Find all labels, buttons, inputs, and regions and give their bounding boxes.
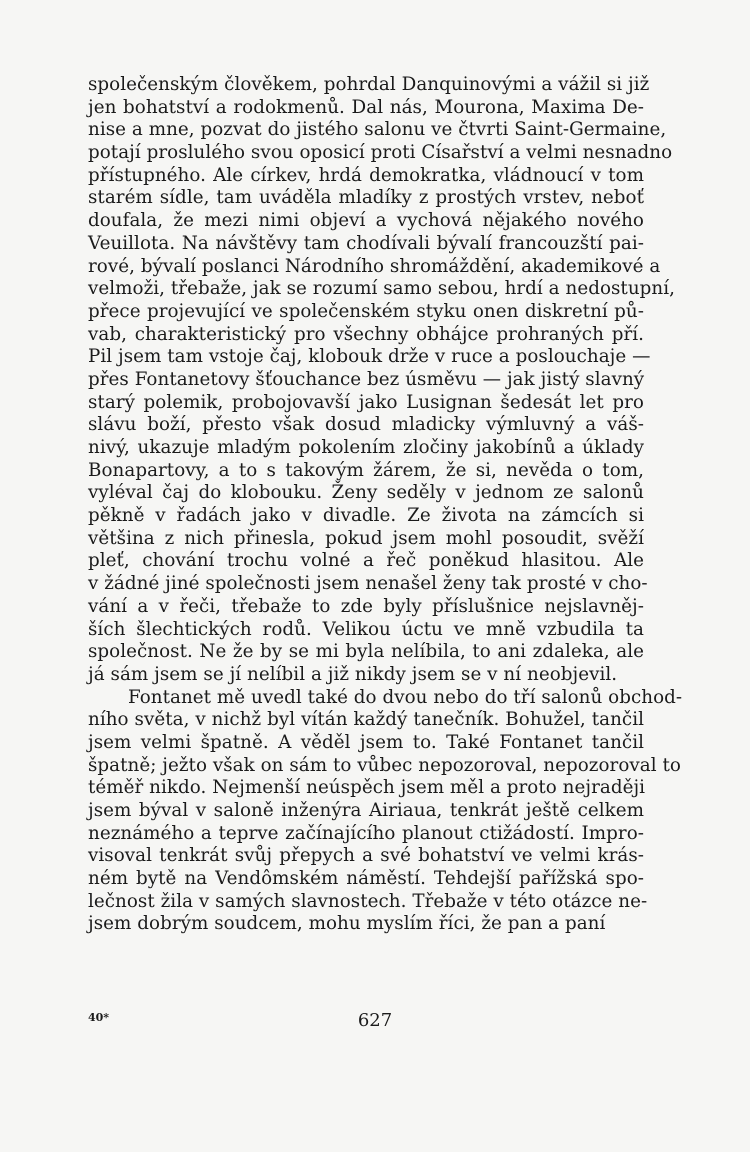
text-line: rové, bývalí poslanci Národního shromáždění, akademikové a [88, 255, 661, 277]
text-line: jsem býval v saloně inženýra Airiaua, tenkrát ještě celkem [88, 800, 644, 821]
text-line: téměř nikdo. Nejmenší neúspěch jsem měl a proto nejraději [88, 777, 646, 799]
text-line: společenským člověkem, pohrdal Danquinovými a vážil si již [88, 74, 650, 95]
text-line: ném bytě na Vendômském náměstí. Tehdejší pařížská spo- [88, 868, 644, 890]
text-line: já sám jsem se jí nelíbil a již nikdy jsem se v ní neobjevil. [88, 663, 618, 685]
text-line: slávu boží, přesto však dosud mladicky výmluvný a váš- [88, 414, 644, 436]
paragraph-1 [88, 74, 675, 687]
text-line: jsem dobrým soudcem, mohu myslím říci, že pan a paní [88, 913, 606, 935]
text-line: přece projevující ve společenském styku onen diskretní pů- [88, 300, 644, 322]
text-line: vab, charakteristický pro všechny obhájce prohraných pří. [88, 323, 644, 345]
text-line: společnost. Ne že by se mi byla nelíbila, to ani zdaleka, ale [88, 641, 644, 663]
text-line: lečnost žila v samých slavnostech. Třebaže v této otázce ne- [88, 890, 648, 912]
text-line: visoval tenkrát svůj přepych a své bohatství ve velmi krás- [88, 845, 644, 867]
paragraph-2 [88, 686, 683, 937]
text-line: vání a v řeči, třebaže to zde byly příslušnice nejslavněj- [88, 595, 644, 617]
text-line: přes Fontanetovy šťouchance bez úsměvu — jak jistý slavný [88, 368, 645, 390]
text-line: velmoži, třebaže, jak se rozumí samo sebou, hrdí a nedostupní, [88, 278, 675, 300]
text-line: neznámého a teprve začínajícího planout ctižádostí. Impro- [88, 822, 644, 844]
text-line: Veuillota. Na návštěvy tam chodívali bývalí francouzští pai- [88, 232, 644, 254]
text-line: pěkně v řadách jako v divadle. Ze života na zámcích si [88, 505, 644, 527]
text-line: většina z nich přinesla, pokud jsem mohl posoudit, svěží [88, 527, 644, 549]
text-line: Pil jsem tam vstoje čaj, klobouk drže v ruce a poslouchaje — [88, 346, 651, 368]
text-line: jsem velmi špatně. A věděl jsem to. Také Fontanet tančil [88, 731, 644, 753]
text-line: potají proslulého svou oposicí proti Císařství a velmi nesnadno [88, 142, 673, 164]
text-line: ších šlechtických rodů. Velikou úctu ve mně vzbudila ta [88, 618, 644, 640]
text-line: špatně; ježto však on sám to vůbec nepozoroval, nepozoroval to [88, 754, 681, 776]
text-line: nivý, ukazuje mladým pokolením zločiny jakobínů a úklady [88, 437, 644, 458]
text-line: doufala, že mezi nimi objeví a vychová nějakého nového [88, 210, 644, 232]
page-number: 627 [357, 1010, 393, 1031]
text-line: nise a mne, pozvat do jistého salonu ve čtvrti Saint-Germaine, [88, 119, 667, 141]
text-line: pleť, chování trochu volné a řeč poněkud hlasitou. Ale [88, 550, 644, 572]
printer-signature-mark: 40* [88, 1011, 110, 1024]
text-line: jen bohatství a rodokmenů. Dal nás, Mourona, Maxima De- [88, 96, 644, 118]
text-line: Fontanet mě uvedl také do dvou nebo do tří salonů obchod- [128, 686, 683, 708]
body-text [88, 74, 683, 936]
text-line: vyléval čaj do klobouku. Ženy seděly v jednom ze salonů [88, 482, 644, 504]
text-line: starém sídle, tam uváděla mladíky z prostých vrstev, neboť [88, 187, 644, 209]
text-line: starý polemik, probojovavší jako Lusignan šedesát let pro [88, 391, 644, 413]
text-line: přístupného. Ale církev, hrdá demokratka, vládnoucí v tom [88, 164, 644, 186]
text-line: v žádné jiné společnosti jsem nenašel ženy tak prosté v cho- [88, 573, 648, 595]
text-line: Bonapartovy, a to s takovým žárem, že si, nevěda o tom, [88, 459, 644, 481]
text-line: ního světa, v nichž byl vítán každý tanečník. Bohužel, tančil [88, 709, 644, 731]
